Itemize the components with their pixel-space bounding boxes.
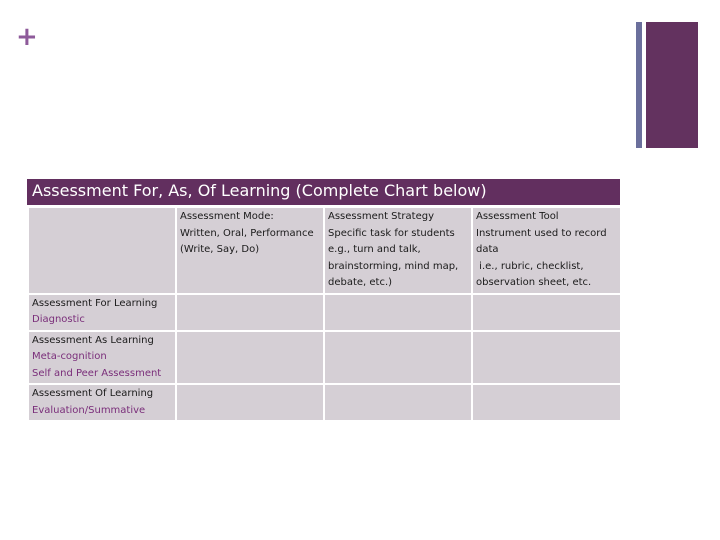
header-cell-strategy xyxy=(324,207,472,294)
table-header-row xyxy=(28,207,621,294)
header-line: e.g., turn and talk, xyxy=(328,244,421,255)
table-row xyxy=(28,331,621,385)
decorative-block xyxy=(646,22,698,148)
table-row xyxy=(28,294,621,331)
header-cell-tool xyxy=(472,207,621,294)
header-line: debate, etc.) xyxy=(328,277,393,288)
header-cell-empty xyxy=(28,207,176,294)
table-row xyxy=(28,384,621,421)
plus-icon: + xyxy=(16,22,38,52)
row-label: Assessment Of Learning xyxy=(32,388,154,399)
tool-input-cell[interactable] xyxy=(472,384,621,421)
header-line: Assessment Tool xyxy=(476,211,559,222)
mode-input-cell[interactable] xyxy=(176,294,324,331)
row-label-cell xyxy=(28,384,176,421)
header-line: brainstorming, mind map, xyxy=(328,260,459,272)
row-label-cell xyxy=(28,331,176,385)
header-line: Assessment Mode: xyxy=(180,211,274,222)
tool-input-cell[interactable] xyxy=(472,331,621,385)
header-line: (Write, Say, Do) xyxy=(180,244,260,255)
row-label-cell xyxy=(28,294,176,331)
header-line: Written, Oral, Performance xyxy=(180,227,314,239)
tool-input-cell[interactable] xyxy=(472,294,621,331)
strategy-input-cell[interactable] xyxy=(324,294,472,331)
row-label: Assessment As Learning xyxy=(32,334,154,346)
strategy-input-cell[interactable] xyxy=(324,331,472,385)
strategy-input-cell[interactable] xyxy=(324,384,472,421)
row-sublabel: Diagnostic xyxy=(32,314,85,325)
header-line: data xyxy=(476,244,499,255)
mode-input-cell[interactable] xyxy=(176,384,324,421)
header-line: i.e., rubric, checklist, xyxy=(476,260,584,272)
decorative-stripe xyxy=(636,22,642,148)
assessment-table xyxy=(27,206,622,422)
header-line: Instrument used to record xyxy=(476,227,607,239)
header-line: Assessment Strategy xyxy=(328,211,435,222)
mode-input-cell[interactable] xyxy=(176,331,324,385)
chart-title: Assessment For, As, Of Learning (Complete Chart below) xyxy=(27,179,620,205)
row-sublabel: Evaluation/Summative xyxy=(32,404,146,416)
header-line: Specific task for students xyxy=(328,227,455,239)
header-cell-mode xyxy=(176,207,324,294)
header-line: observation sheet, etc. xyxy=(476,277,592,288)
row-sublabel: Self and Peer Assessment xyxy=(32,367,162,379)
row-label: Assessment For Learning xyxy=(32,297,158,309)
row-sublabel: Meta-cognition xyxy=(32,351,107,362)
